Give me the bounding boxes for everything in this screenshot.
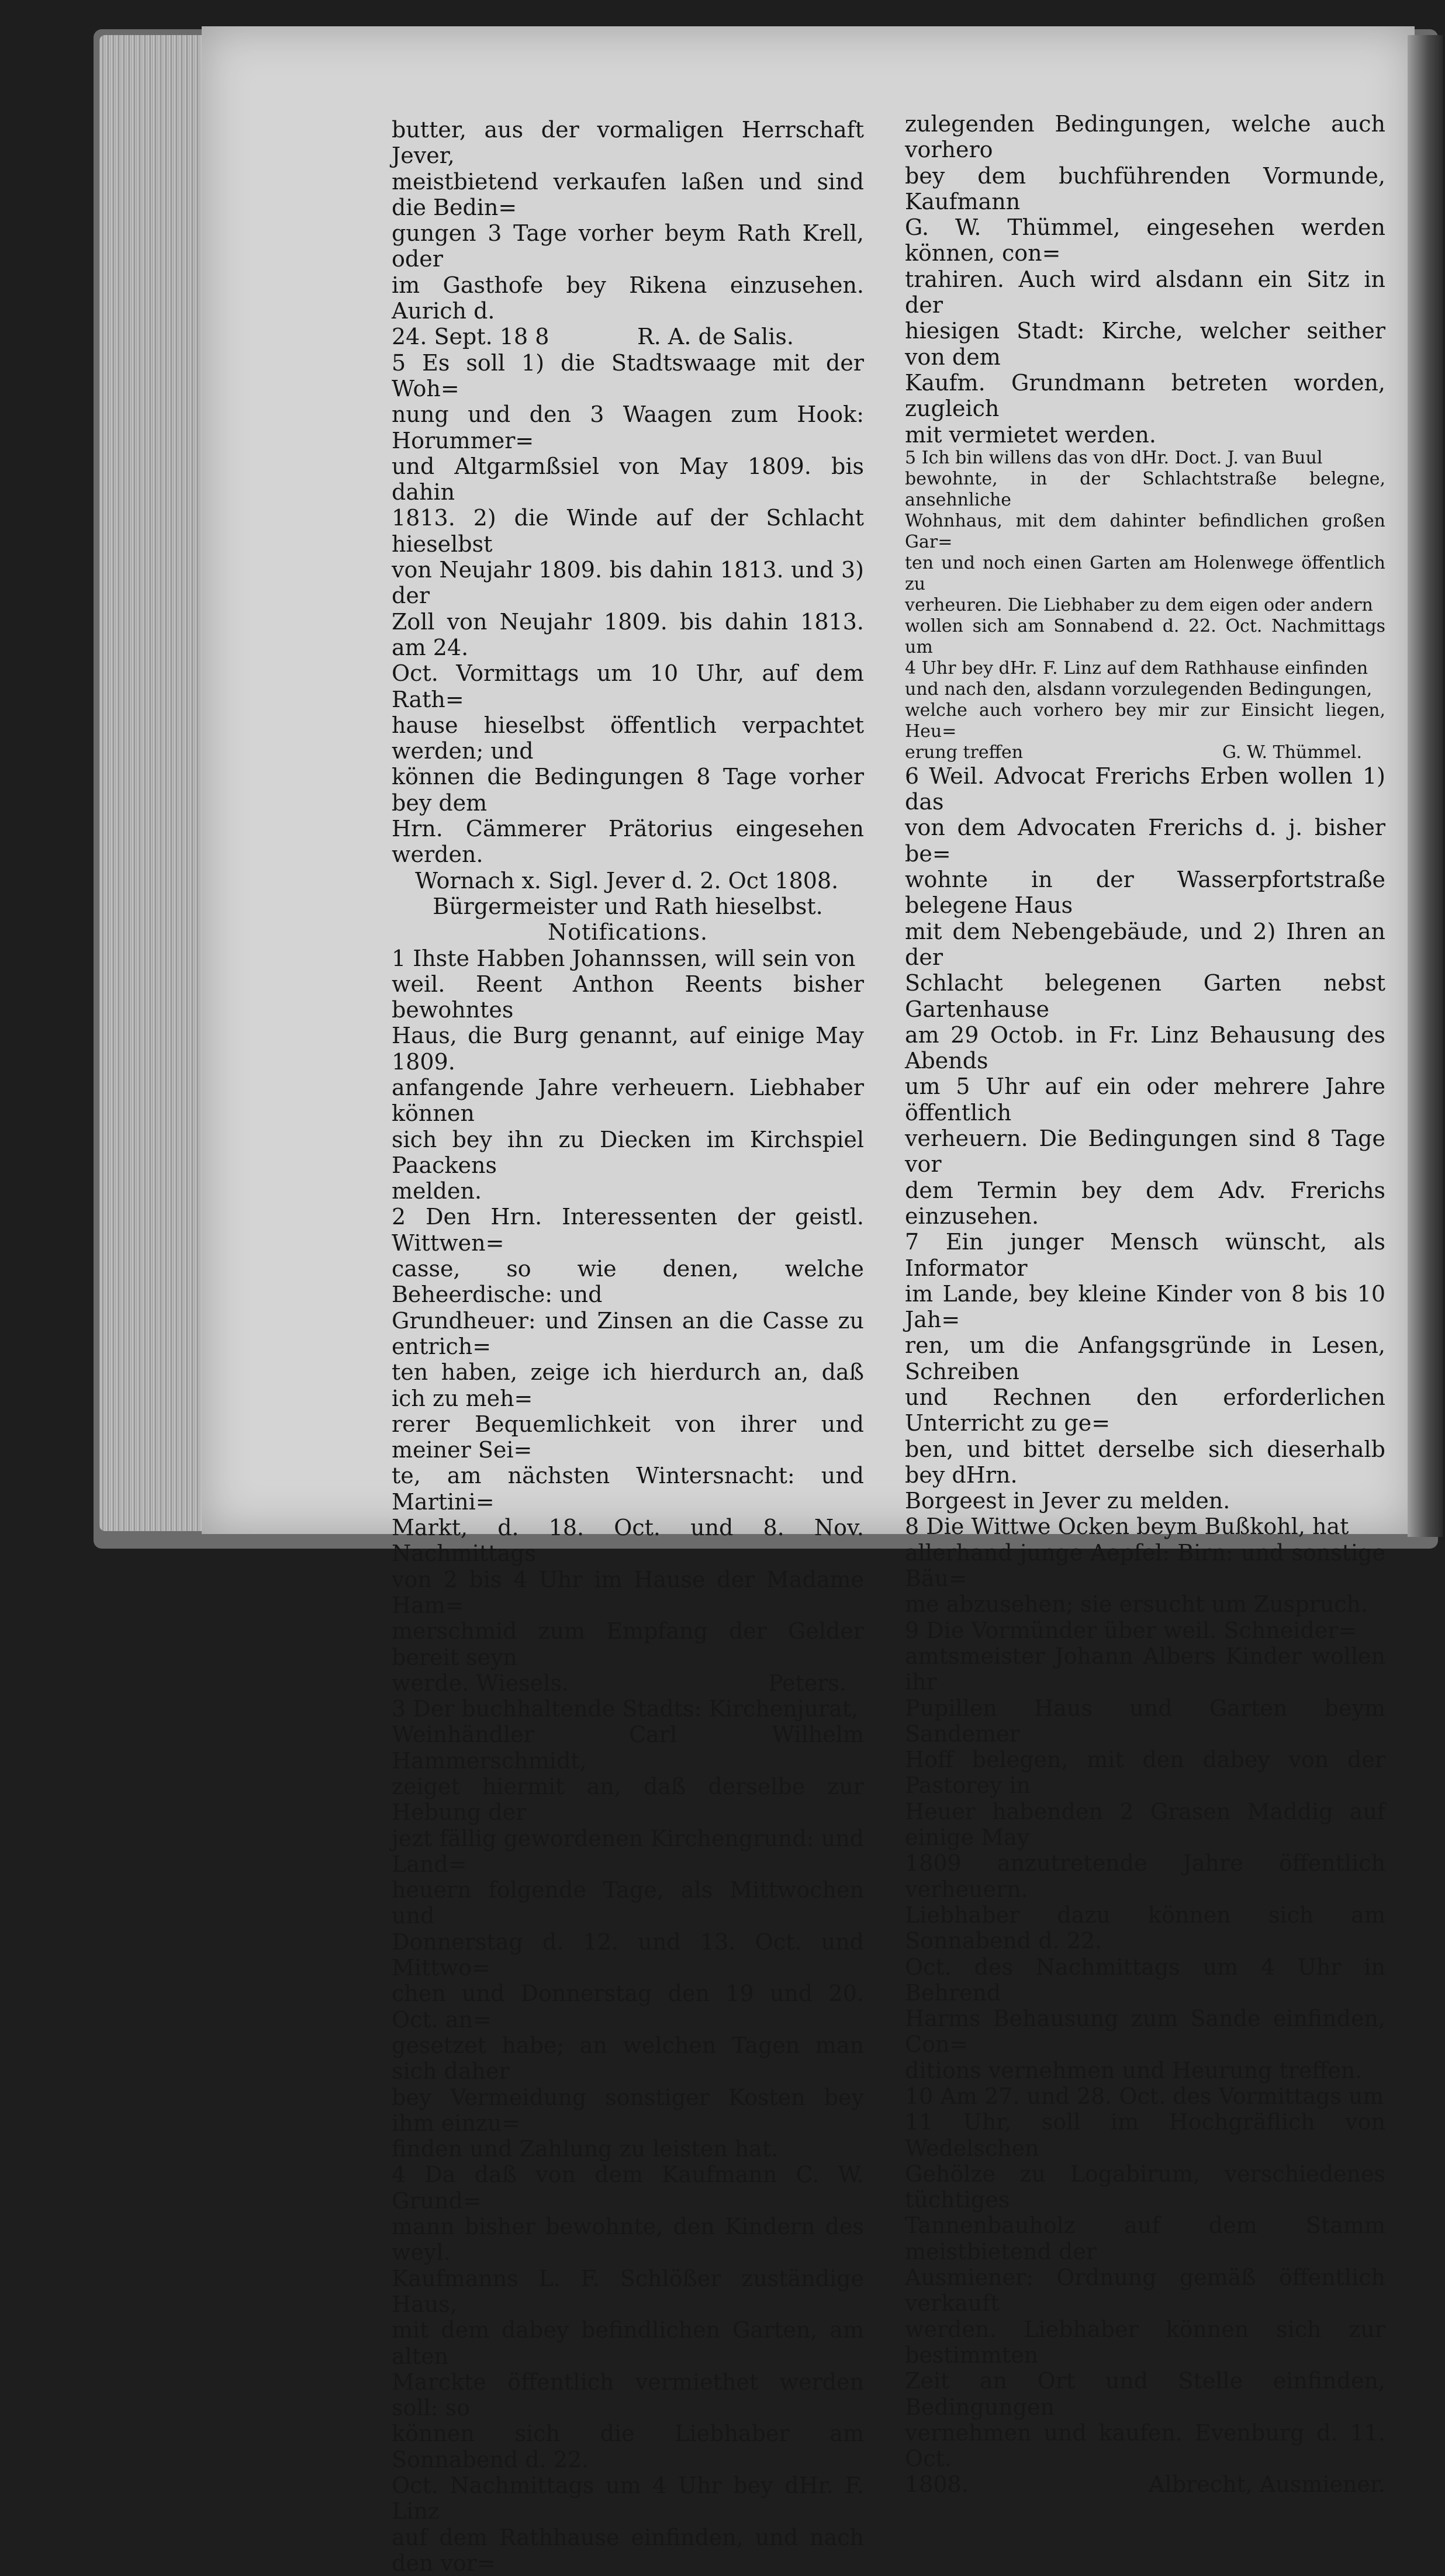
notice-5-last-row (905, 742, 1385, 763)
notice-6 (905, 763, 1385, 1229)
notice-10 (905, 2083, 1385, 2498)
text-line: 11 Uhr, soll im Hochgräflich von Wedelschen (905, 2109, 1385, 2161)
notice-stadtswaage (392, 350, 864, 920)
text-line: 3 Der buchhaltende Stadts: Kirchenjurat, (392, 1696, 859, 1722)
right-column (905, 111, 1385, 2498)
text-line: heuern folgende Tage, als Mittwochen und (392, 1877, 864, 1929)
text-line: 5 Ich bin willens das von dHr. Doct. J. van Buul (905, 447, 1323, 468)
text-line: casse, so wie denen, welche Beheerdische: und (392, 1256, 864, 1308)
text-line: gungen 3 Tage vorher beym Rath Krell, oder (392, 220, 864, 272)
text-line: und Rechnen den erforderlichen Unterricht zu ge= (905, 1384, 1385, 1436)
page-edges (99, 35, 210, 1531)
text-line: Zeit an Ort und Stelle einfinden, Bedingungen (905, 2368, 1385, 2420)
text-line: Haus, die Burg genannt, auf einige May 1809. (392, 1023, 864, 1075)
text-line: ren, um die Anfangsgründe in Lesen, Schreiben (905, 1332, 1385, 1384)
text-line: Kaufm. Grundmann betreten worden, zugleich (905, 369, 1385, 422)
text-line: mann bisher bewohnte, den Kindern des weyl. (392, 2214, 864, 2266)
text-line: am 29 Octob. in Fr. Linz Behausung des Abends (905, 1022, 1385, 1074)
text-line: 6 Weil. Advocat Frerichs Erben wollen 1) das (905, 763, 1385, 815)
text-line: Oct. Nachmittags um 4 Uhr bey dHr. F. Linz (392, 2473, 864, 2525)
text-line: vernehmen und kaufen. Evenburg d. 11. Oct. (905, 2419, 1385, 2472)
text-line: allerhand junge Aepfel: Birn: und sonstige Bäu= (905, 1539, 1385, 1592)
text-line: im Lande, bey kleine Kinder von 8 bis 10 Jah= (905, 1280, 1385, 1333)
text-line: finden und Zahlung zu leisten hat. (392, 2136, 779, 2162)
text-line: 4 Uhr bey dHr. F. Linz auf dem Rathhause einfinden (905, 657, 1368, 678)
text-line: und Altgarmßsiel von May 1809. bis dahin (392, 453, 864, 505)
text-line: um 5 Uhr auf ein oder mehrere Jahre öffentlich (905, 1074, 1385, 1126)
text-line: hause hieselbst öffentlich verpachtet werden; und (392, 712, 864, 764)
dateline-row (392, 324, 864, 349)
text-line: Tannenbauholz auf dem Stamm meistbietend der (905, 2213, 1385, 2265)
text-line: im Gasthofe bey Rikena einzusehen. Aurich d. (392, 272, 864, 324)
text-line: ten und noch einen Garten am Holenwege öffentlich zu (905, 552, 1385, 594)
text-line: trahiren. Auch wird alsdann ein Sitz in der (905, 266, 1385, 318)
text-line: verheuren. Die Liebhaber zu dem eigen oder andern (905, 594, 1373, 615)
text-line: und nach den, alsdann vorzulegenden Bedingungen, (905, 678, 1373, 700)
text-line: bewohnte, in der Schlachtstraße belegne, ansehnliche (905, 468, 1385, 510)
text-line: werden. Liebhaber können sich zur bestimmten (905, 2316, 1385, 2368)
text-line: Weinhändler Carl Wilhelm Hammerschmidt, (392, 1722, 864, 1774)
book-gutter (1408, 35, 1443, 1537)
text-line: Oct. des Nachmittags um 4 Uhr in Behrend (905, 1954, 1385, 2006)
notice-signature: Albrecht, Ausmiener. (1149, 2471, 1385, 2498)
notice-10-last-row (905, 2471, 1385, 2497)
text-line: von Neujahr 1809. bis dahin 1813. und 3) der (392, 557, 864, 609)
text-line: me abzusehen; sie ersucht um Zuspruch. (905, 1591, 1368, 1618)
text-line: ten haben, zeige ich hierdurch an, daß ich zu meh= (392, 1359, 864, 1411)
text-line: können sich die Liebhaber am Sonnabend d. 22. (392, 2421, 864, 2473)
text-line: anfangende Jahre verheuern. Liebhaber können (392, 1074, 864, 1127)
text-line: mit dem Nebengebäude, und 2) Ihren an der (905, 918, 1385, 970)
text-line: von dem Advocaten Frerichs d. j. bisher be= (905, 815, 1385, 867)
text-line: 4 Da daß von dem Kaufmann C. W. Grund= (392, 2162, 864, 2214)
text-line: werde. Wiesels. (392, 1670, 569, 1696)
text-line: zulegenden Bedingungen, welche auch vorhero (905, 111, 1385, 163)
text-line: können die Bedingungen 8 Tage vorher bey dem (392, 764, 864, 816)
text-line: meistbietend verkaufen laßen und sind die Bedin= (392, 168, 864, 220)
text-line: 1813. 2) die Winde auf der Schlacht hieselbst (392, 505, 864, 557)
text-line: Liebhaber dazu können sich am Sonnabend d. 22. (905, 1902, 1385, 1954)
text-line: mit dem dabey befindlichen Garten, am alten (392, 2317, 864, 2369)
text-line: Wohnhaus, mit dem dahinter befindlichen großen Gar= (905, 510, 1385, 552)
text-line: Harms Behausung zum Sande einfinden, Con= (905, 2006, 1385, 2058)
text-line: ditions vernehmen und Heurung treffen. (905, 2057, 1363, 2083)
text-line: auf dem Rathhause einfinden, und nach den vor= (392, 2524, 864, 2576)
text-line: Marckte öffentlich vermiethet werden soll: so (392, 2369, 864, 2421)
text-line: von 2 bis 4 Uhr im Hause der Madame Ham= (392, 1566, 864, 1618)
text-line: nung und den 3 Waagen zum Hook: Horummer= (392, 401, 864, 453)
text-line: amtsmeister Johann Albers Kinder wollen ihr (905, 1643, 1385, 1695)
section-heading: Notifications. (547, 919, 708, 946)
text-line: zeiget hiermit an, daß derselbe zur Hebung der (392, 1774, 864, 1826)
text-line: 1809 anzutretende Jahre öffentlich verheuern. (905, 1850, 1385, 1902)
text-line: melden. (392, 1178, 482, 1204)
text-line: Borgeest in Jever zu melden. (905, 1488, 1230, 1514)
text-line: wohnte in der Wasserpfortstraße belegene Haus (905, 867, 1385, 919)
text-line: 10 Am 27. und 28. Oct. des Vormittags um (905, 2083, 1384, 2109)
notice-signature: Bürgermeister und Rath hieselbst. (433, 893, 823, 919)
text-line: 1 Ihste Habben Johannssen, will sein von (392, 945, 856, 971)
text-line: merschmid zum Empfang der Gelder bereit seyn (392, 1618, 864, 1670)
text-line: Hrn. Cämmerer Prätorius eingesehen werden. (392, 816, 864, 868)
dateline: 24. Sept. 18 8 (392, 324, 549, 350)
text-line: rerer Bequemlichkeit von ihrer und meiner Sei= (392, 1411, 864, 1463)
notice-8 (905, 1514, 1385, 1617)
text-line: Zoll von Neujahr 1809. bis dahin 1813. am 24. (392, 608, 864, 660)
text-line: wollen sich am Sonnabend d. 22. Oct. Nachmittags um (905, 615, 1385, 657)
text-line: chen und Donnerstag den 19 und 20. Oct. an= (392, 1981, 864, 2033)
notice-7 (905, 1229, 1385, 1514)
text-line: 7 Ein junger Mensch wünscht, als Informator (905, 1229, 1385, 1281)
notice-signature: Peters. (768, 1670, 846, 1696)
text-line: bey Vermeidung sonstiger Kosten bey ihm einzu= (392, 2084, 864, 2136)
notice-4-continued (905, 111, 1385, 448)
text-line: Heuer habenden 2 Grasen Maddig auf einige May (905, 1798, 1385, 1851)
text-line: Markt, d. 18. Oct. und 8. Nov. Nachmittags (392, 1515, 864, 1567)
text-line: 2 Den Hrn. Interessenten der geistl. Wittwen= (392, 1204, 864, 1256)
text-line: dem Termin bey dem Adv. Frerichs einzusehen. (905, 1177, 1385, 1229)
notice-year: 1808. (905, 2471, 969, 2498)
text-line: Ausmiener: Ordnung gemäß öffentlich verkauft (905, 2265, 1385, 2317)
text-line: Pupillen Haus und Garten beym Sandemer (905, 1695, 1385, 1747)
text-line: te, am nächsten Wintersnacht: und Martini= (392, 1463, 864, 1515)
text-line: 5 Es soll 1) die Stadtswaage mit der Woh= (392, 349, 864, 401)
text-line: Gehölze zu Logabirum, verschiedenes tüchtiges (905, 2160, 1385, 2213)
text-line: Hoff belegen, mit den dabey von der Pastorey in (905, 1747, 1385, 1799)
text-line: 9 Die Vormünder über weil. Schneider= (905, 1617, 1357, 1643)
notice-signature: G. W. Thümmel. (1222, 742, 1362, 763)
text-line: jezt fällig gewordenen Kirchengrund: und Land= (392, 1825, 864, 1877)
notice-9 (905, 1618, 1385, 2083)
text-line: sich bey ihn zu Diecken im Kirchspiel Paackens (392, 1126, 864, 1178)
text-line: Schlacht belegenen Garten nebst Gartenhause (905, 970, 1385, 1022)
text-line: butter, aus der vormaligen Herrschaft Jever, (392, 117, 864, 169)
notice-2 (392, 1204, 864, 1696)
notice-3 (392, 1696, 864, 2162)
text-line: hiesigen Stadt: Kirche, welcher seither von dem (905, 318, 1385, 370)
text-line: Oct. Vormittags um 10 Uhr, auf dem Rath= (392, 660, 864, 712)
text-line: mit vermietet werden. (905, 421, 1156, 448)
text-line: Grundheuer: und Zinsen an die Casse zu entrich= (392, 1307, 864, 1359)
notice-5 (905, 448, 1385, 763)
text-line: ben, und bittet derselbe sich dieserhalb bey dHrn. (905, 1436, 1385, 1488)
signature: R. A. de Salis. (637, 324, 794, 350)
text-line: gesetzet habe; an welchen Tagen man sich daher (392, 2032, 864, 2085)
intro-lines (392, 117, 864, 324)
text-line: Kaufmanns L. F. Schlößer zuständige Haus, (392, 2265, 864, 2317)
text-line: G. W. Thümmel, eingesehen werden können, con= (905, 214, 1385, 266)
notice-1 (392, 946, 864, 1204)
notice-4 (392, 2162, 864, 2576)
text-line: erung treffen (905, 742, 1024, 763)
text-line: bey dem buchführenden Vormunde, Kaufmann (905, 162, 1385, 214)
notice-date: Wornach x. Sigl. Jever d. 2. Oct 1808. (415, 867, 839, 894)
text-line: weil. Reent Anthon Reents bisher bewohntes (392, 971, 864, 1023)
text-line: Donnerstag d. 12. und 13. Oct. und Mittwo= (392, 1928, 864, 1981)
notice-2-last-row (392, 1670, 864, 1696)
text-line: verheuern. Die Bedingungen sind 8 Tage vor (905, 1126, 1385, 1178)
left-column (392, 117, 864, 2576)
text-line: 8 Die Wittwe Ocken beym Bußkohl, hat (905, 1514, 1349, 1540)
text-line: welche auch vorhero bey mir zur Einsicht liegen, Heu= (905, 700, 1385, 742)
